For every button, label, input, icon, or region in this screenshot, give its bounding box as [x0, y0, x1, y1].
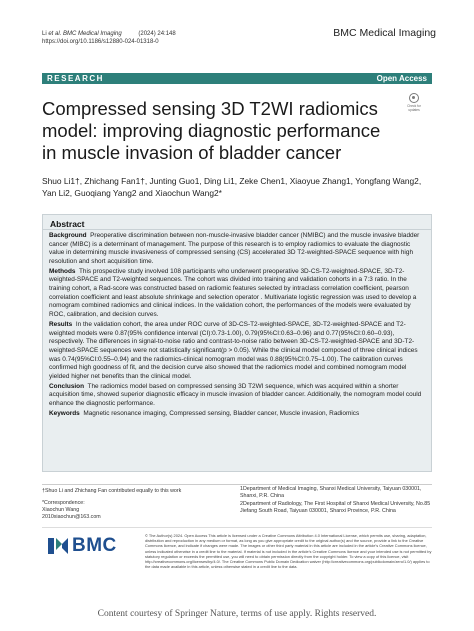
citation-header: [42, 30, 176, 46]
methods-label: Methods: [49, 267, 76, 275]
article-title: Compressed sensing 3D T2WI radiomics model: improving diagnostic performance in muscle invasion of bladder cancer: [42, 98, 381, 163]
keywords-text: Magnetic resonance imaging, Compressed sensing, Bladder cancer, Muscle invasion, Radiomics: [83, 409, 360, 417]
results-label: Results: [49, 320, 73, 328]
open-access-label: Open Access: [376, 74, 427, 83]
correspondence-email[interactable]: 2010xiaochun@163.com: [42, 514, 101, 520]
abstract-box: [42, 214, 432, 472]
check-for-updates-text: Check for updates: [407, 104, 421, 112]
abstract-methods: [49, 268, 426, 320]
background-label: Background: [49, 232, 87, 239]
affiliation-1: 1Department of Medical Imaging, Shanxi Medical University, Taiyuan 030001, Shanxi, P.R. China: [240, 486, 422, 499]
footnotes-right: [240, 486, 432, 516]
courtesy-notice: Content courtesy of Springer Nature, terms of use apply. Rights reserved.: [97, 609, 377, 619]
license-divider: [42, 527, 432, 528]
equal-contribution-note: †Shuo Li and Zhichang Fan contributed equally to this work: [42, 488, 182, 494]
bmc-logo-text: BMC: [72, 535, 117, 556]
correspondence-name: Xiaochun Wang: [42, 507, 80, 513]
footnotes-left: [42, 488, 232, 521]
abstract-heading: Abstract: [50, 219, 85, 229]
results-text: In the validation cohort, the area under ROC curve of 3D-CS-T2-weighted-SPACE, 3D-T2-weighted-SPACE and T2-weighted models were 0.87(95% confidence interval (CI):0.73-1.00), 0.79(95%CI:0.63–0.96) and 0.77(95%CI:0.60–0.93), respectively. The differences in signal-to-noise ratio and contrast-to-noise ratio between 3D-CS-T2-weighted-SPACE and 3D-T2-weighted-SPACE sequences were not statistically significant(p > 0.05). While the clinical model composed of three clinical indices was 0.74(95%CI:0.55–0.94) and the radiomics-clinical nomogram model was 0.88(95%CI:0.75–1.00). The calibration curves confirmed high goodness of fit, and the decision curve also showed that the radiomics model and combined nomogram model yielded higher net benefits than the clinical model.: [49, 320, 418, 380]
check-for-updates-icon: [409, 93, 419, 103]
citation-volume: (2024) 24:148: [121, 31, 176, 37]
citation-journal: et al. BMC Medical Imaging: [46, 31, 122, 37]
conclusion-label: Conclusion: [49, 382, 85, 390]
author-list: Shuo Li1†, Zhichang Fan1†, Junting Guo1, Ding Li1, Zeke Chen1, Xiaoyue Zhang1, Yongfang Wang2, Yan Li2, Guoqiang Yang2 and Xiaochun Wang2*: [42, 176, 422, 198]
abstract-background: [49, 232, 426, 267]
abstract-conclusion: [49, 383, 426, 409]
bmc-logo-icon: [46, 534, 72, 558]
article-type-band: [42, 73, 432, 84]
abstract-body: [49, 232, 426, 420]
license-text: © The Author(s) 2024. Open Access This article is licensed under a Creative Commons Attribution 4.0 International License, which permits use, sharing, adaptation, distribution and reproduction in any medium or format, as long as you give appropriate credit to the original author(s) and the source, provide a link to the Creative Commons licence, and indicate if changes were made. The images or other third party material in this article are included in the article's Creative Commons licence, unless indicated otherwise in a credit line to the material. If material is not included in the article's Creative Commons licence and your intended use is not permitted by statutory regulation or exceeds the permitted use, you will need to obtain permission directly from the copyright holder. To view a copy of this licence, visit http://creativecommons.org/licenses/by/4.0/. The Creative Commons Public Domain Dedication waiver (http://creativecommons.org/publicdomain/zero/1.0/) applies to the data made available in this article, unless otherwise stated in a credit line to the data.: [145, 533, 432, 570]
conclusion-text: The radiomics model based on compressed sensing 3D T2WI sequence, which was acquired within a shorter acquisition time, showed superior diagnostic efficacy in muscle invasion of bladder cancer. Additionally, the nomogram model could enhance the diagnostic performance.: [49, 382, 422, 408]
footnote-divider: [42, 484, 432, 485]
correspondence-label: *Correspondence:: [42, 500, 85, 506]
citation-author: Li: [42, 31, 47, 37]
article-type-label: RESEARCH: [47, 74, 104, 83]
abstract-keywords: [49, 410, 426, 419]
abstract-results: [49, 321, 426, 382]
background-text: Preoperative discrimination between non-muscle-invasive bladder cancer (NMIBC) and the muscle invasive bladder cancer (MIBC) is a determinant of management. The purpose of this research is to employ radiomics to evaluate the diagnostic value in determining muscle invasiveness of compressed sensing (CS) accelerated 3D T2-weighted-SPACE sequence with high resolution and short acquisition time.: [49, 232, 420, 265]
journal-name: BMC Medical Imaging: [333, 27, 436, 39]
affiliation-2: 2Department of Radiology, The First Hospital of Shanxi Medical University, No.85 Jiefang South Road, Taiyuan 030001, Shanxi Province, P.R. China: [240, 501, 431, 514]
abstract-divider: [43, 229, 431, 230]
keywords-label: Keywords: [49, 409, 80, 417]
methods-text: This prospective study involved 108 participants who underwent preoperative 3D-CS-T2-weighted-SPACE, 3D-T2-weighted-SPACE and T2-weighted sequences. The cohort was divided into training and validation cohorts in a 7:3 ratio. In the training cohort, a Rad-score was constructed based on radiomic features selected by intraclass correlation coefficient, pearson correlation coefficient and least absolute shrinkage and selection operator . Multivariate logistic regression was used to develop a nomogram combined radiomics and clinical indices. In the validation cohort, the performances of the models were evaluated by ROC, calibration, and decision curves.: [49, 267, 417, 319]
check-for-updates-badge[interactable]: [401, 93, 427, 115]
doi-link[interactable]: https://doi.org/10.1186/s12880-024-01318-0: [42, 39, 159, 45]
